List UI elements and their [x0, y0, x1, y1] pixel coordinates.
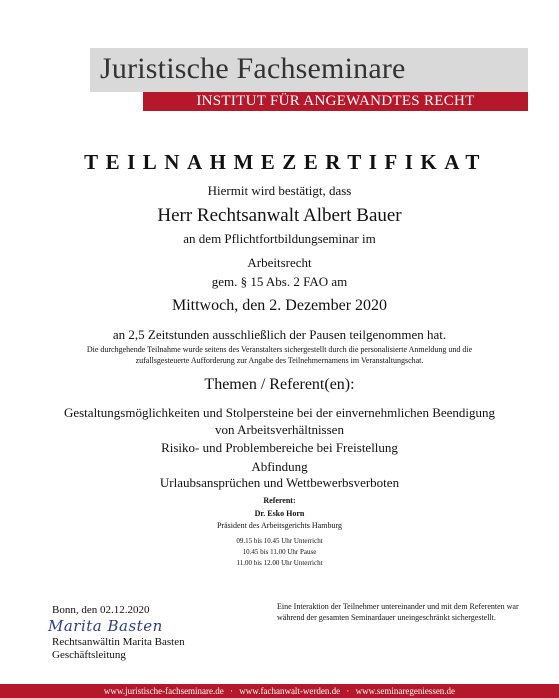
- speaker-label: Referent:: [263, 496, 296, 505]
- signature: Marita Basten: [48, 617, 163, 635]
- place-date: Bonn, den 02.12.2020: [52, 604, 150, 616]
- topic-item: Urlaubsansprüchen und Wettbewerbsverboten: [159, 475, 400, 490]
- topics-heading: Themen / Referent(en):: [204, 376, 355, 393]
- intro-text: Hiermit wird bestätigt, dass: [207, 183, 352, 198]
- footer-link[interactable]: www.fachanwalt-werden.de: [239, 686, 341, 696]
- logo-title: Juristische Fachseminare: [100, 52, 406, 85]
- speaker-name: Dr. Esko Horn: [254, 509, 305, 518]
- regulation-line: gem. § 15 Abs. 2 FAO am: [211, 274, 348, 289]
- footer-bar: [0, 684, 559, 698]
- certificate-title: TEILNAHMEZERTIFIKAT: [84, 150, 487, 174]
- signer-position: Geschäftsleitung: [52, 649, 126, 661]
- seminar-date: Mittwoch, den 2. Dezember 2020: [171, 297, 388, 314]
- topic-item: Gestaltungsmöglichkeiten und Stolpersteine bei der einvernehmlichen Beendigung: [63, 405, 496, 420]
- logo-subtitle: INSTITUT FÜR ANGEWANDTES RECHT: [143, 92, 528, 111]
- interaction-note: Eine Interaktion der Teilnehmer untereinander und mit dem Referenten war während der gesamten Seminardauer uneingeschränkt sichergestellt.: [277, 602, 519, 622]
- schedule-item: 09.15 bis 10.45 Uhr Unterricht: [236, 537, 323, 545]
- fine-print-line-1: Die durchgehende Teilnahme wurde seitens des Veranstalters sichergestellt durch die personalisierte Anmeldung und die: [86, 345, 473, 354]
- footer-link[interactable]: www.seminaregeniessen.de: [355, 686, 456, 696]
- duration-line: an 2,5 Zeitstunden ausschließlich der Pausen teilgenommen hat.: [112, 327, 447, 342]
- topic-item: von Arbeitsverhältnissen: [215, 422, 344, 437]
- seminar-line: an dem Pflichtfortbildungseminar im: [183, 231, 376, 246]
- participant-name: Herr Rechtsanwalt Albert Bauer: [157, 205, 402, 226]
- topic-item: Risiko- und Problembereiche bei Freistellung: [161, 440, 398, 455]
- footer-separator: ·: [346, 686, 350, 696]
- topic-item: Abfindung: [251, 459, 308, 474]
- signer-name: Rechtsanwältin Marita Basten: [52, 636, 185, 648]
- signer-block: [52, 636, 185, 662]
- schedule-item: 11.00 bis 12.00 Uhr Unterricht: [236, 559, 323, 567]
- schedule-item: 10.45 bis 11.00 Uhr Pause: [242, 548, 317, 556]
- speaker-role: Präsident des Arbeitsgerichts Hamburg: [217, 521, 342, 530]
- footer-link[interactable]: www.juristische-fachseminare.de: [103, 686, 224, 696]
- fine-print-line-2: zufallsgesteuerte Aufforderung zur Angabe des Teilnehmernamens im Veranstaltungschat.: [135, 356, 424, 365]
- field-of-law: Arbeitsrecht: [247, 255, 312, 270]
- footer-separator: ·: [230, 686, 234, 696]
